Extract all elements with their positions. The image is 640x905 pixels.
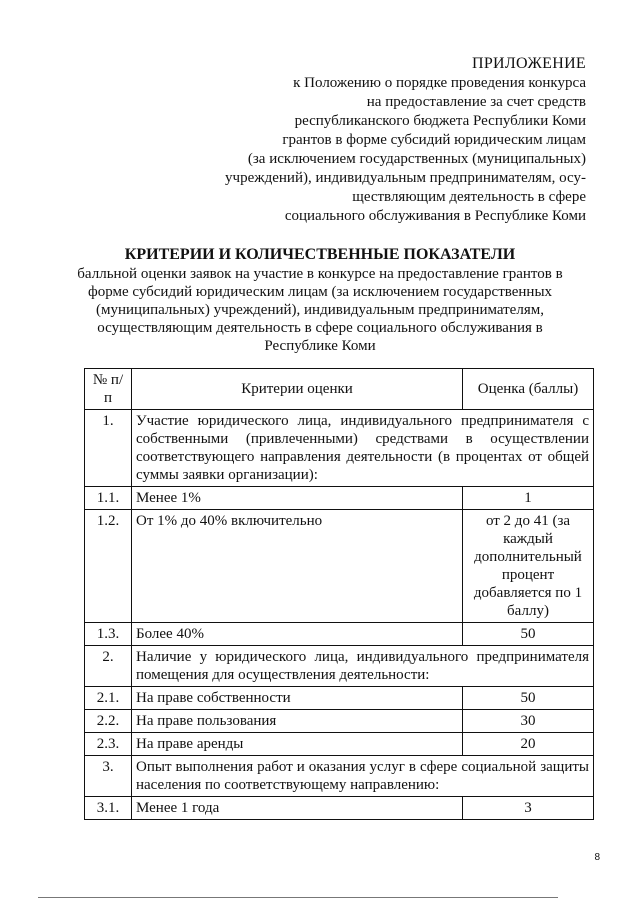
table-row: [85, 487, 594, 510]
table-row: [85, 756, 594, 797]
appendix-line: ществляющим деятельность в сфере: [352, 189, 586, 205]
table-row: [85, 623, 594, 646]
table-row: [85, 646, 594, 687]
appendix-line: (за исключением государственных (муниципальных): [247, 151, 586, 167]
row-number: 1.3.: [85, 623, 132, 646]
table-row: [85, 687, 594, 710]
subtitle-line: Республике Коми: [264, 338, 376, 354]
page-title: КРИТЕРИИ И КОЛИЧЕСТВЕННЫЕ ПОКАЗАТЕЛИ: [124, 246, 516, 263]
row-criteria: Менее 1 года: [132, 797, 463, 820]
row-score: 20: [463, 733, 594, 756]
header-score: Оценка (баллы): [463, 369, 594, 410]
row-criteria: Менее 1%: [132, 487, 463, 510]
table-row: [85, 733, 594, 756]
appendix-block: [166, 54, 586, 226]
row-score: 30: [463, 710, 594, 733]
row-number: 3.: [85, 756, 132, 797]
row-number: 2.1.: [85, 687, 132, 710]
row-score: 1: [463, 487, 594, 510]
table-row: [85, 410, 594, 487]
row-criteria: На праве аренды: [132, 733, 463, 756]
appendix-line: республиканского бюджета Республики Коми: [294, 113, 586, 129]
row-number: 2.3.: [85, 733, 132, 756]
table-header-row: [85, 369, 594, 410]
row-number: 2.2.: [85, 710, 132, 733]
table-row: [85, 797, 594, 820]
row-number: 1.2.: [85, 510, 132, 623]
row-number: 1.1.: [85, 487, 132, 510]
row-number: 2.: [85, 646, 132, 687]
appendix-label: ПРИЛОЖЕНИЕ: [471, 55, 586, 72]
row-criteria: Опыт выполнения работ и оказания услуг в сфере социальной защиты населения по соответствующему направлению:: [132, 756, 594, 797]
header-criteria: Критерии оценки: [132, 369, 463, 410]
bottom-divider: [38, 897, 558, 898]
appendix-line: социального обслуживания в Республике Коми: [284, 208, 586, 224]
table-row: [85, 510, 594, 623]
header-num: № п/п: [85, 369, 132, 410]
subtitle-line: (муниципальных) учреждений), индивидуальным предпринимателям,: [96, 302, 544, 318]
row-score: 3: [463, 797, 594, 820]
document-heading: [60, 246, 580, 355]
appendix-line: учреждений), индивидуальным предпринимателям, осу-: [225, 170, 586, 186]
subtitle-line: осуществляющим деятельность в сфере социального обслуживания в: [97, 320, 543, 336]
row-score: 50: [463, 623, 594, 646]
row-criteria: Наличие у юридического лица, индивидуального предпринимателя помещения для осуществления деятельности:: [132, 646, 594, 687]
appendix-line: к Положению о порядке проведения конкурса: [293, 75, 586, 91]
row-number: 3.1.: [85, 797, 132, 820]
row-criteria: На праве пользования: [132, 710, 463, 733]
row-criteria: Более 40%: [132, 623, 463, 646]
row-criteria: От 1% до 40% включительно: [132, 510, 463, 623]
row-score: от 2 до 41 (за каждый дополнительный процент добавляется по 1 баллу): [463, 510, 594, 623]
table-row: [85, 710, 594, 733]
row-criteria: Участие юридического лица, индивидуального предпринимателя с собственными (привлеченными) средствами в осуществлении соответствующего направления деятельности (в процентах от общей суммы заявки организации):: [132, 410, 594, 487]
appendix-line: на предоставление за счет средств: [366, 94, 586, 110]
subtitle-line: форме субсидий юридическим лицам (за исключением государственных: [87, 284, 553, 300]
row-score: 50: [463, 687, 594, 710]
row-number: 1.: [85, 410, 132, 487]
subtitle-line: балльной оценки заявок на участие в конкурсе на предоставление грантов в: [77, 266, 563, 282]
row-criteria: На праве собственности: [132, 687, 463, 710]
criteria-table: [84, 368, 594, 820]
appendix-line: грантов в форме субсидий юридическим лицам: [282, 132, 586, 148]
corner-mark: 8: [594, 852, 600, 863]
